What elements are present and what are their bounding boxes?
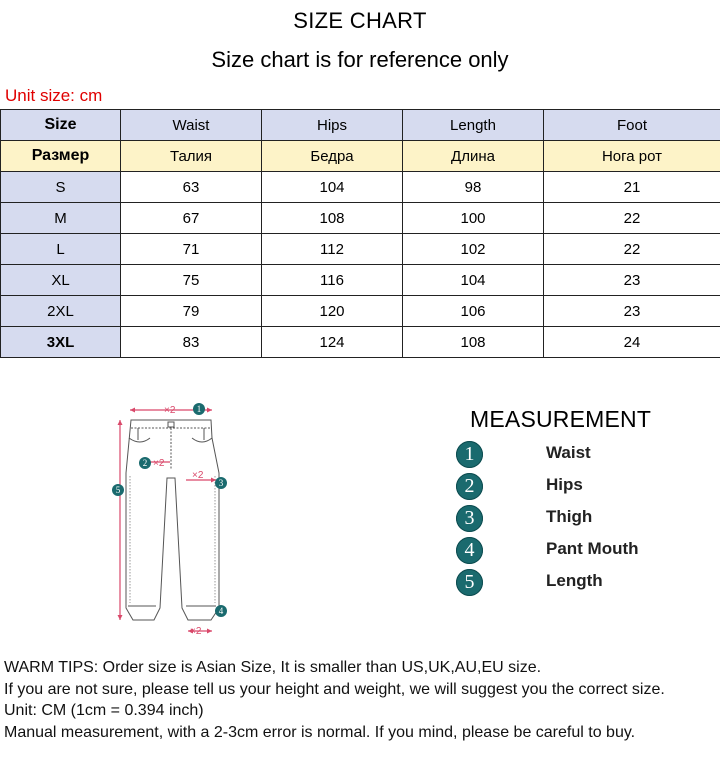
table-row (1, 265, 720, 296)
waist-cell: 71 (121, 234, 262, 265)
foot-cell: 23 (544, 265, 720, 296)
table-header-row (1, 110, 720, 141)
length-cell: 108 (403, 327, 544, 358)
pants-outline-icon (126, 420, 219, 620)
waist-cell: 67 (121, 203, 262, 234)
marker-number: 2 (142, 458, 148, 468)
hips-cell: 116 (262, 265, 403, 296)
size-cell: 2XL (1, 296, 121, 327)
foot-cell: 21 (544, 172, 720, 203)
header-cell-size-ru: Размер (1, 141, 121, 172)
tip-line: If you are not sure, please tell us your height and weight, we will suggest you the correct size. (4, 680, 665, 698)
size-cell: 3XL (1, 327, 121, 358)
warm-tips (4, 657, 665, 743)
tip-line: Manual measurement, with a 2-3cm error is normal. If you mind, please be careful to buy. (4, 723, 636, 741)
measurement-label: Thigh (546, 507, 593, 526)
size-cell: XL (1, 265, 121, 296)
length-cell: 98 (403, 172, 544, 203)
number-circle-icon: 1 (456, 441, 483, 468)
number-circle-icon: 3 (456, 505, 483, 532)
hips-cell: 112 (262, 234, 403, 265)
tip-line: Unit: CM (1cm = 0.394 inch) (4, 702, 204, 719)
number-circle-icon: 5 (456, 569, 483, 596)
header-cell-length: Length (403, 110, 544, 141)
size-cell: S (1, 172, 121, 203)
size-cell: L (1, 234, 121, 265)
waist-cell: 75 (121, 265, 262, 296)
number-circle-icon: 2 (456, 473, 483, 500)
table-row (1, 296, 720, 327)
measurement-label: Pant Mouth (546, 539, 639, 558)
header-cell-length-ru: Длина (403, 141, 544, 172)
measurement-label: Hips (546, 475, 583, 494)
marker-number: 1 (196, 404, 202, 414)
size-table (0, 109, 720, 358)
measurement-label: Waist (546, 443, 591, 462)
header-cell-size: Size (1, 110, 121, 141)
measurement-label: Length (546, 571, 603, 590)
header-cell-foot: Foot (544, 110, 720, 141)
multiplier-label: ×2 (153, 458, 165, 469)
table-row (1, 327, 720, 358)
length-cell: 102 (403, 234, 544, 265)
header-cell-waist: Waist (121, 110, 262, 141)
foot-cell: 24 (544, 327, 720, 358)
foot-cell: 22 (544, 203, 720, 234)
page-subtitle: Size chart is for reference only (211, 47, 509, 72)
foot-cell: 23 (544, 296, 720, 327)
unit-label: Unit size: cm (5, 86, 103, 105)
waist-cell: 63 (121, 172, 262, 203)
table-row (1, 203, 720, 234)
table-header-row-russian (1, 141, 720, 172)
waist-cell: 83 (121, 327, 262, 358)
page-title: SIZE CHART (293, 8, 427, 33)
size-cell: M (1, 203, 121, 234)
length-cell: 100 (403, 203, 544, 234)
hips-cell: 124 (262, 327, 403, 358)
hips-cell: 108 (262, 203, 403, 234)
hips-cell: 120 (262, 296, 403, 327)
length-cell: 104 (403, 265, 544, 296)
measurement-lines (120, 410, 216, 631)
marker-number: 4 (218, 606, 224, 616)
hips-cell: 104 (262, 172, 403, 203)
table-row (1, 172, 720, 203)
tip-line: WARM TIPS: Order size is Asian Size, It is smaller than US,UK,AU,EU size. (4, 659, 542, 676)
pants-diagram (108, 398, 238, 638)
table-row (1, 234, 720, 265)
header-cell-waist-ru: Талия (121, 141, 262, 172)
multiplier-label: ×2 (192, 470, 204, 481)
marker-number: 3 (218, 478, 224, 488)
header-cell-hips-ru: Бедра (262, 141, 403, 172)
measurement-title: MEASUREMENT (470, 406, 652, 432)
length-cell: 106 (403, 296, 544, 327)
waist-cell: 79 (121, 296, 262, 327)
number-circle-icon: 4 (456, 537, 483, 564)
foot-cell: 22 (544, 234, 720, 265)
header-cell-hips: Hips (262, 110, 403, 141)
multiplier-label: ×2 (164, 405, 176, 416)
multiplier-label: ×2 (190, 626, 202, 637)
marker-number: 5 (115, 485, 121, 495)
header-cell-foot-ru: Нога рот (544, 141, 720, 172)
